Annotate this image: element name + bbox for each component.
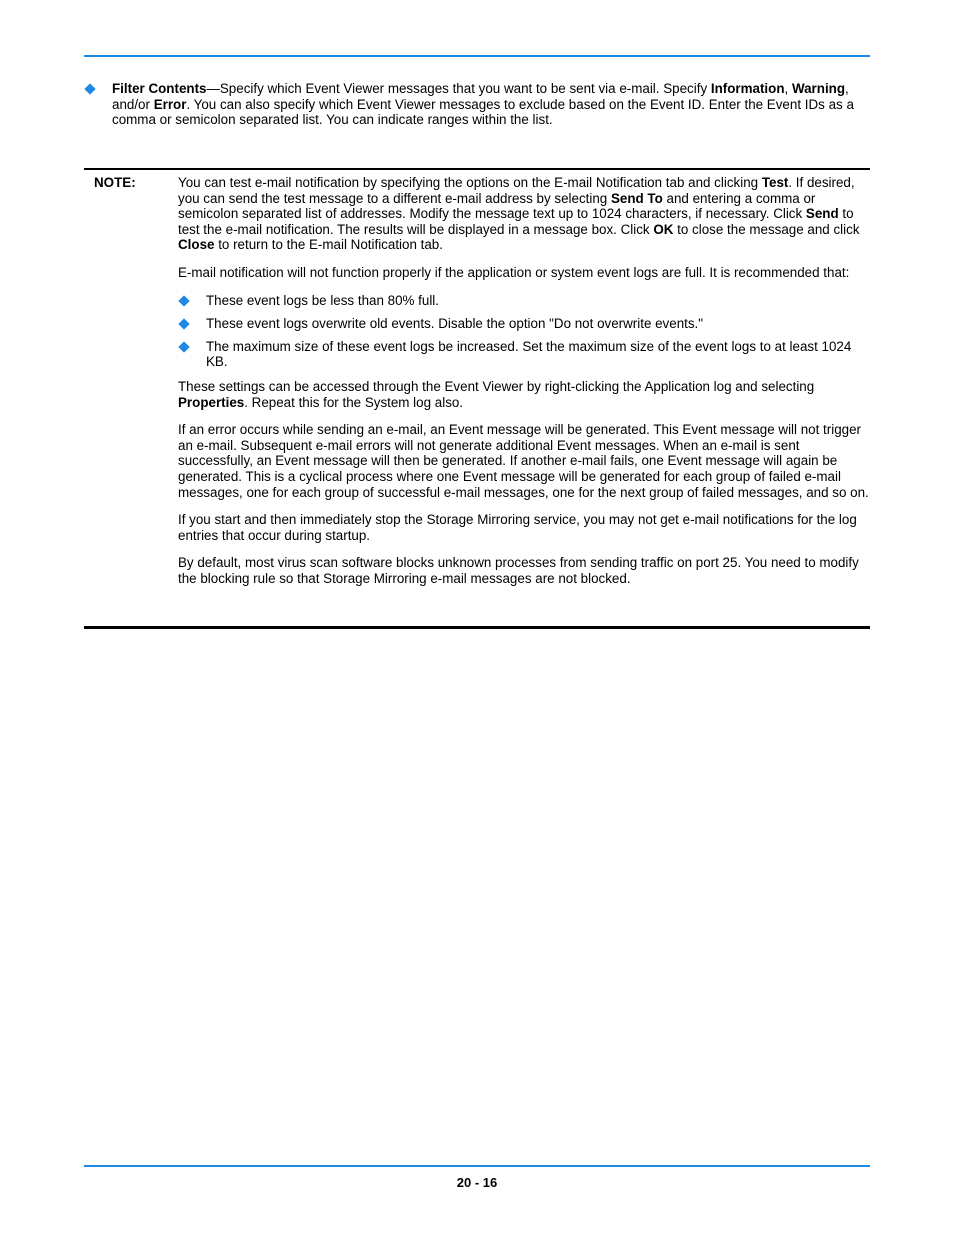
- text: . Repeat this for the System log also.: [244, 394, 464, 410]
- header-rule: [84, 55, 870, 57]
- text: These event logs be less than 80% full.: [206, 292, 439, 308]
- text: These settings can be accessed through the Event Viewer by right-clicking the Application log and selecting: [178, 378, 815, 394]
- note-paragraph-logs-full: E-mail notification will not function properly if the application or system event logs are full. It is recommended that:: [178, 264, 850, 280]
- list-item: [178, 293, 870, 309]
- diamond-bullet-icon: [178, 341, 189, 352]
- term-ok: OK: [653, 221, 674, 237]
- text: to return to the E-mail Notification tab.: [214, 237, 443, 253]
- diamond-bullet-icon: [178, 318, 189, 329]
- text: to close the message and click: [673, 221, 860, 237]
- filter-contents-paragraph: [112, 81, 870, 128]
- term-warning: Warning: [791, 81, 846, 96]
- text: to test the e-mail notification. The results will be displayed in a message box. Click: [178, 206, 854, 237]
- text: and entering a comma or semicolon separated list of addresses. Modify the message text up to 1024 characters, if necessary. Click: [178, 190, 816, 222]
- list-item: [178, 316, 870, 332]
- note-box: [84, 168, 870, 629]
- note-paragraph-errors: If an error occurs while sending an e-mail, an Event message will be generated. This Event message will not trigger an e-mail. Subsequent e-mail errors will not generate additional Event messages. When an e-mail is sent successfully, an Event message will then be generated. If another e-mail fails, one Event message will again be generated. This is a cyclical process where one Event message will be generated for each group of failed e-mail messages, one for each group of successful e-mail messages, one for the next group of failed messages, and so on.: [178, 422, 869, 500]
- text: . You can also specify which Event Viewer messages to exclude based on the Event ID. Enter the Event IDs as a comma or semicolon separated list. You can indicate ranges within the list.: [112, 96, 854, 128]
- diamond-bullet-icon: [84, 83, 95, 94]
- note-paragraph-settings: [178, 379, 870, 410]
- term-information: Information: [710, 81, 785, 96]
- diamond-bullet-icon: [178, 295, 189, 306]
- list-item: [178, 339, 870, 370]
- term-test: Test: [761, 175, 789, 190]
- text: You can test e-mail notification by specifying the options on the E-mail Notification tab and clicking: [178, 175, 762, 190]
- term-close: Close: [178, 237, 215, 253]
- note-paragraph-startup: If you start and then immediately stop the Storage Mirroring service, you may not get e-mail notifications for the log entries that occur during startup.: [178, 512, 857, 543]
- note-body: [178, 175, 870, 598]
- text: , and/or: [112, 81, 849, 112]
- term-send-to: Send To: [610, 190, 663, 206]
- note-paragraph-virus-scan: By default, most virus scan software blocks unknown processes from sending traffic on port 25. You need to modify the blocking rule so that Storage Mirroring e-mail messages are not blocked.: [178, 555, 859, 586]
- note-label: NOTE:: [94, 175, 136, 190]
- term-filter-contents: Filter Contents: [112, 81, 207, 96]
- text: The maximum size of these event logs be increased. Set the maximum size of the event logs to at least 1024 KB.: [206, 338, 852, 370]
- term-error: Error: [153, 96, 187, 112]
- footer-rule: [84, 1165, 870, 1167]
- text: ,: [784, 81, 792, 96]
- term-properties: Properties: [178, 394, 245, 410]
- text: These event logs overwrite old events. Disable the option "Do not overwrite events.": [206, 315, 704, 331]
- note-list: [178, 293, 870, 370]
- page-number: 20 - 16: [456, 1175, 498, 1190]
- term-send: Send: [805, 206, 839, 222]
- note-paragraph-test: [178, 175, 870, 253]
- text: . If desired, you can send the test message to a different e-mail address by selecting: [178, 175, 855, 206]
- text: —Specify which Event Viewer messages that you want to be sent via e-mail. Specify: [206, 81, 711, 96]
